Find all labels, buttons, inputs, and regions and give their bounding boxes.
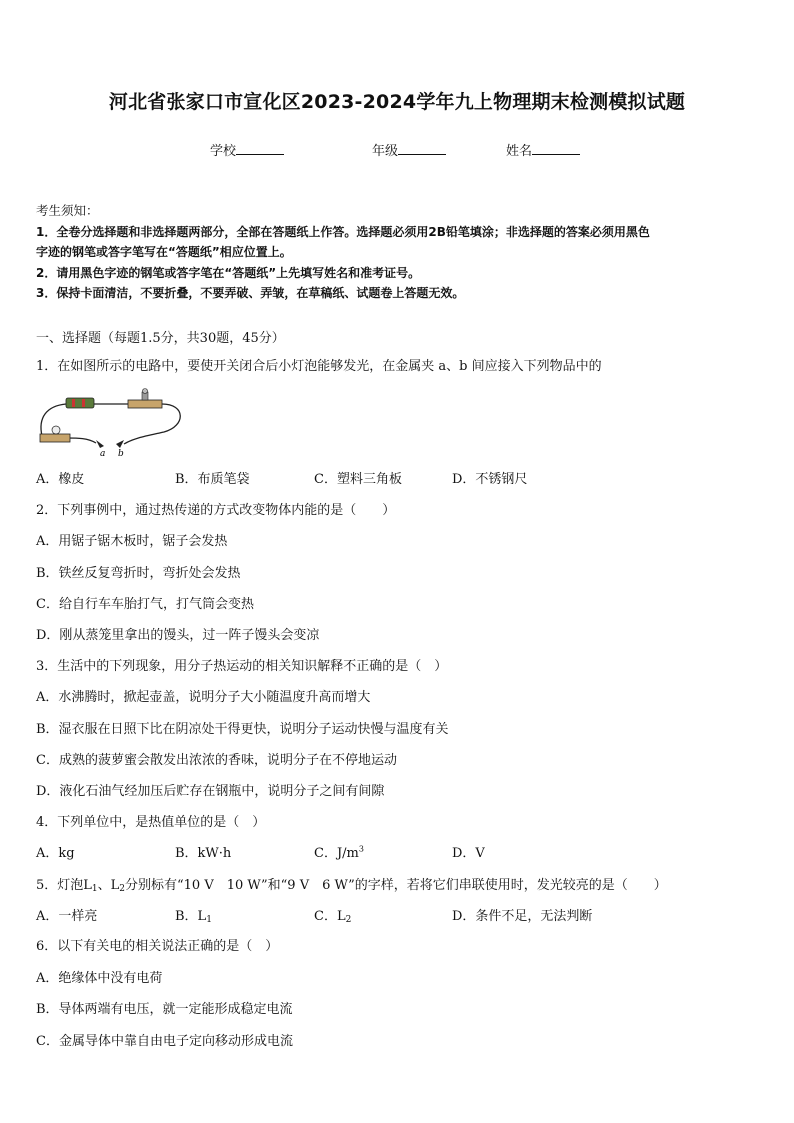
page-title: 河北省张家口市宣化区2023-2024学年九上物理期末检测模拟试题 (108, 91, 686, 113)
stem-part: 5．灯泡L (36, 878, 92, 893)
option-d[interactable]: D．V (452, 846, 485, 861)
grade-label: 年级 (372, 144, 399, 159)
name-label: 姓名 (506, 144, 533, 159)
subscript: 2 (345, 915, 352, 925)
notice-item: 1．全卷分选择题和非选择题两部分，全部在答题纸上作答。选择题必须用2B铅笔填涂；非选择题的答案必须用黑色 (36, 224, 650, 239)
option-a[interactable]: A．绝缘体中没有电荷 (36, 971, 163, 986)
option-c[interactable]: C．塑料三角板 (314, 472, 402, 487)
notice-item: 2．请用黑色字迹的钢笔或答字笔在“答题纸”上先填写姓名和准考证号。 (36, 265, 421, 280)
question-4-options (36, 842, 758, 860)
stem-part: 、L (97, 878, 120, 893)
option-b[interactable]: B．kW·h (175, 846, 232, 861)
clip-label-b: b (118, 449, 124, 456)
bulb-holder-icon (40, 426, 70, 442)
subscript: 2 (119, 884, 126, 894)
option-c[interactable]: C．金属导体中靠自由电子定向移动形成电流 (36, 1034, 293, 1049)
option-b[interactable]: B．湿衣服在日照下比在阴凉处干得更快，说明分子运动快慢与温度有关 (36, 722, 449, 737)
battery-icon (66, 398, 94, 408)
notice-item: 字迹的钢笔或答字笔写在“答题纸”相应位置上。 (36, 245, 292, 259)
school-field[interactable] (210, 140, 284, 159)
switch-icon (128, 389, 162, 409)
option-a[interactable]: A．水沸腾时，掀起壶盖，说明分子大小随温度升高而增大 (36, 690, 371, 705)
option-c-text: C．J/m (314, 846, 359, 861)
metal-clip-b-icon (116, 440, 124, 448)
grade-blank[interactable] (398, 142, 446, 155)
option-b[interactable]: B．导体两端有电压，就一定能形成稳定电流 (36, 1002, 293, 1017)
stem-part: 分别标有“10 V 10 W”和“9 V 6 W”的字样，若将它们串联使用时，发光较亮的是（ ） (125, 878, 667, 893)
option-c[interactable] (314, 842, 364, 861)
grade-field[interactable] (372, 140, 446, 159)
question-5-stem (36, 874, 758, 894)
option-a[interactable]: A．一样亮 (36, 909, 98, 924)
name-blank[interactable] (532, 142, 580, 155)
option-a[interactable]: A．橡皮 (36, 472, 85, 487)
option-d[interactable]: D．不锈钢尺 (452, 472, 528, 487)
option-c[interactable] (314, 905, 351, 925)
question-1-options (36, 468, 758, 486)
circuit-diagram-figure (36, 388, 186, 456)
option-a[interactable]: A．用锯子锯木板时，锯子会发热 (36, 534, 228, 549)
question-6-stem: 6．以下有关电的相关说法正确的是（ ） (36, 939, 279, 954)
option-b[interactable]: B．布质笔袋 (175, 472, 250, 487)
notice-heading: 考生须知： (36, 203, 99, 218)
option-c[interactable]: C．给自行车车胎打气，打气筒会变热 (36, 597, 254, 612)
option-d[interactable]: D．条件不足，无法判断 (452, 909, 593, 924)
question-4-stem: 4．下列单位中，是热值单位的是（ ） (36, 815, 266, 830)
option-b[interactable]: B．铁丝反复弯折时，弯折处会发热 (36, 566, 241, 581)
question-5-options (36, 905, 758, 923)
superscript: 3 (358, 844, 364, 854)
option-b-text: B．L (175, 909, 207, 924)
question-2-stem: 2．下列事例中，通过热传递的方式改变物体内能的是（ ） (36, 503, 396, 518)
subscript: 1 (206, 915, 212, 925)
option-d[interactable]: D．液化石油气经加压后贮存在钢瓶中，说明分子之间有间隙 (36, 784, 385, 799)
option-d[interactable]: D．刚从蒸笼里拿出的馒头，过一阵子馒头会变凉 (36, 628, 320, 643)
exam-notice (36, 201, 758, 304)
section-heading: 一、选择题（每题1.5分，共30题，45分） (36, 331, 285, 346)
school-label: 学校 (210, 144, 237, 159)
notice-item: 3．保持卡面清洁，不要折叠，不要弄破、弄皱，在草稿纸、试题卷上答题无效。 (36, 286, 465, 300)
metal-clip-a-icon (96, 440, 104, 448)
option-c-text: C．L (314, 909, 346, 924)
name-field[interactable] (506, 140, 580, 159)
subscript: 1 (91, 884, 98, 894)
option-c[interactable]: C．成熟的菠萝蜜会散发出浓浓的香味，说明分子在不停地运动 (36, 753, 397, 768)
question-1-stem: 1．在如图所示的电路中，要使开关闭合后小灯泡能够发光，在金属夹 a、b 间应接入下列物品中的 (36, 359, 602, 374)
question-3-stem: 3．生活中的下列现象，用分子热运动的相关知识解释不正确的是（ ） (36, 659, 448, 674)
clip-label-a: a (100, 449, 106, 456)
school-blank[interactable] (236, 142, 284, 155)
option-a[interactable]: A．kg (36, 846, 75, 861)
option-b[interactable] (175, 905, 212, 925)
